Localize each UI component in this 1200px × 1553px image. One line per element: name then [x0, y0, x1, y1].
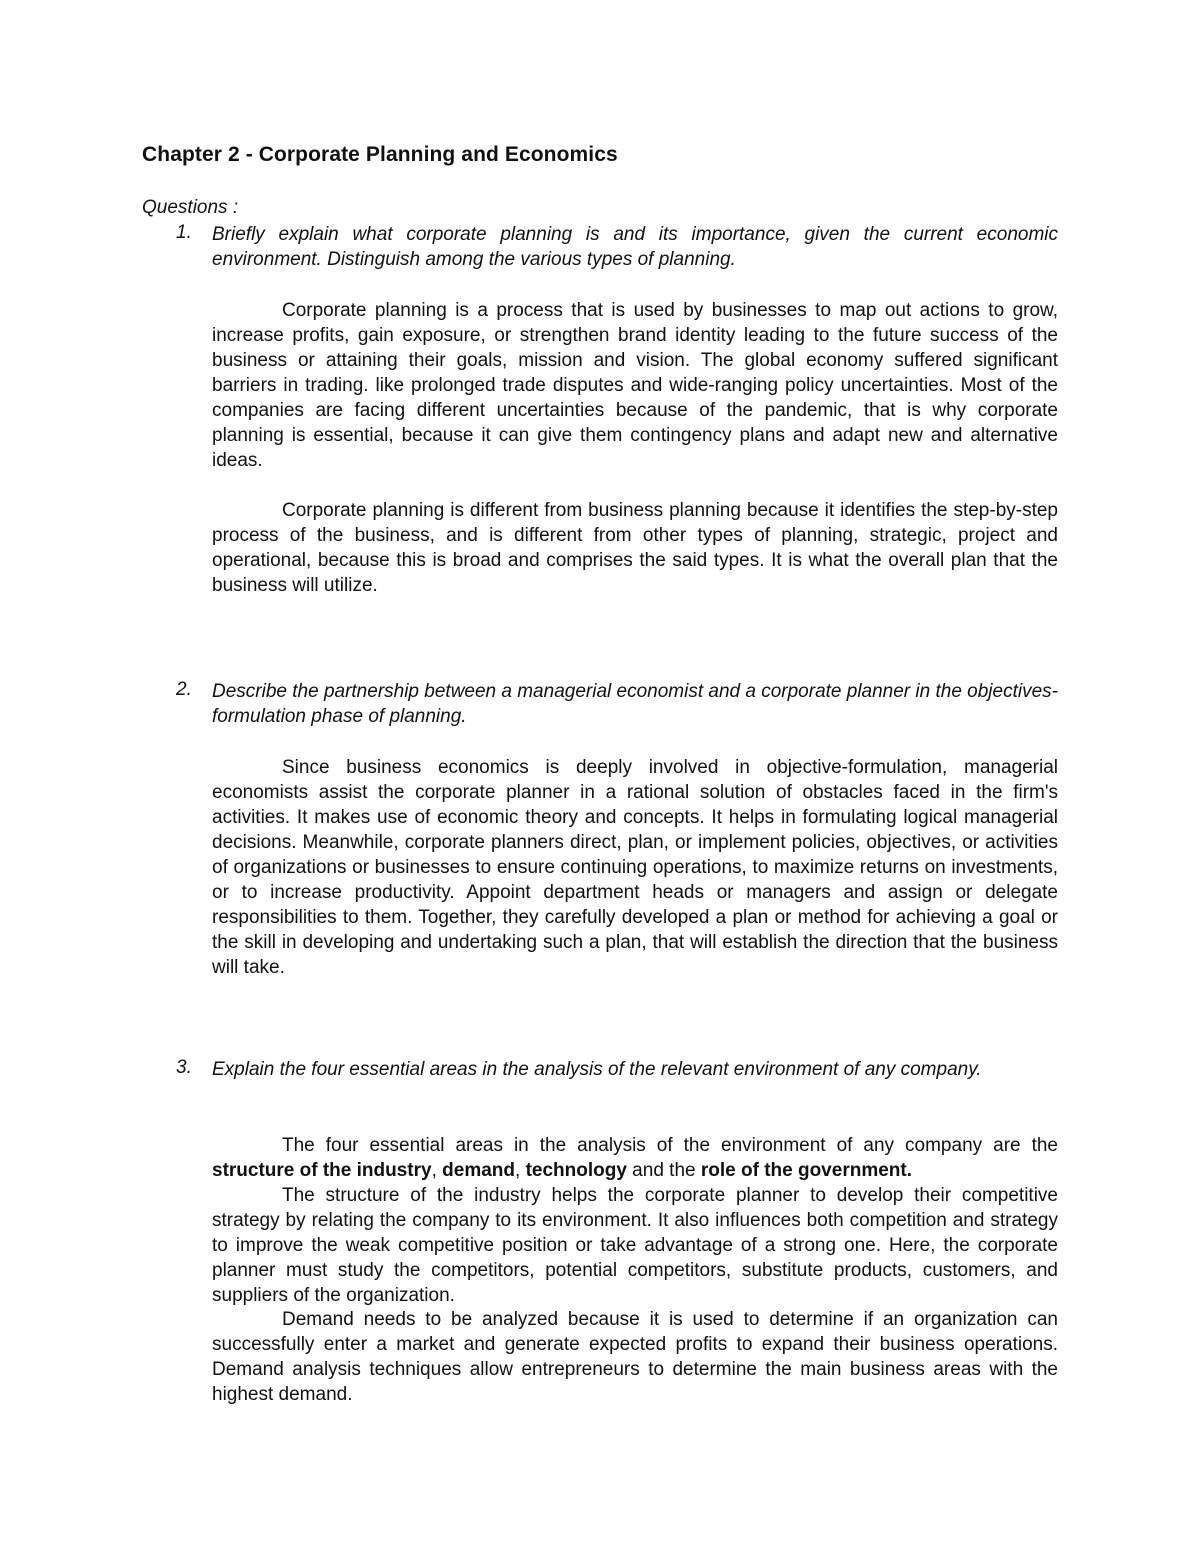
answer-1-paragraph-1: Corporate planning is a process that is used by businesses to map out actions to grow, increase profits, gain exposure, or strengthen brand identity leading to the future success of the business or attaining their goals, mission and vision. The global economy suffered significant barriers in trading. like prolonged trade disputes and wide-ranging policy uncertainties. Most of the companies are facing different uncertainties because of the pandemic, that is why corporate planning is essential, because it can give them contingency plans and adapt new and alternative ideas.	[212, 300, 1058, 471]
answer-3-intro: The four essential areas in the analysis of the environment of any company are the	[282, 1135, 1058, 1156]
answer-2-paragraph-1: Since business economics is deeply involved in objective-formulation, managerial economists assist the corporate planner in a rational solution of obstacles faced in the firm's activities. It makes use of economic theory and concepts. It helps in formulating logical managerial decisions. Meanwhile, corporate planners direct, plan, or implement policies, objectives, or activities of organizations or businesses to ensure continuing operations, to maximize returns on investments, or to increase productivity. Appoint department heads or managers and assign or delegate responsibilities to them. Together, they carefully developed a plan or method for achieving a goal or the skill in developing and undertaking such a plan, that will establish the direction that the business will take.	[212, 757, 1058, 978]
question-2-number: 2.	[176, 679, 192, 700]
separator-1: ,	[431, 1160, 443, 1181]
area-demand: demand	[442, 1160, 515, 1181]
answer-3-paragraph-2: The structure of the industry helps the corporate planner to develop their competitive strategy by relating the company to its environment. It also influences both competition and strategy to improve the weak competitive position or take advantage of a strong one. Here, the corporate planner must study the competitors, potential competitors, substitute products, customers, and suppliers of the organization.	[212, 1185, 1058, 1306]
page-title: Chapter 2 - Corporate Planning and Economics	[142, 143, 618, 166]
area-technology: technology	[525, 1160, 627, 1181]
question-2-text: Describe the partnership between a managerial economist and a corporate planner in the objectives-formulation phase of planning.	[212, 681, 1058, 727]
answer-3-paragraph-1	[212, 1133, 1058, 1183]
separator-2: ,	[515, 1160, 526, 1181]
area-structure-of-industry: structure of the industry	[212, 1160, 432, 1181]
question-1-text: Briefly explain what corporate planning is and its importance, given the current economic environment. Distinguish among the various types of planning.	[212, 224, 1058, 270]
area-role-of-government: role of the government.	[700, 1160, 912, 1181]
separator-3: and the	[626, 1160, 701, 1181]
answer-1-paragraph-2: Corporate planning is different from business planning because it identifies the step-by-step process of the business, and is different from other types of planning, strategic, project and operational, because this is broad and comprises the said types. It is what the overall plan that the business will utilize.	[212, 500, 1058, 596]
questions-label: Questions :	[142, 197, 239, 218]
question-1-number: 1.	[176, 222, 192, 243]
question-3-text: Explain the four essential areas in the analysis of the relevant environment of any company.	[212, 1059, 982, 1080]
question-3-number: 3.	[176, 1057, 192, 1078]
answer-3-paragraph-3: Demand needs to be analyzed because it is used to determine if an organization can successfully enter a market and generate expected profits to expand their business operations. Demand analysis techniques allow entrepreneurs to determine the main business areas with the highest demand.	[212, 1309, 1058, 1405]
